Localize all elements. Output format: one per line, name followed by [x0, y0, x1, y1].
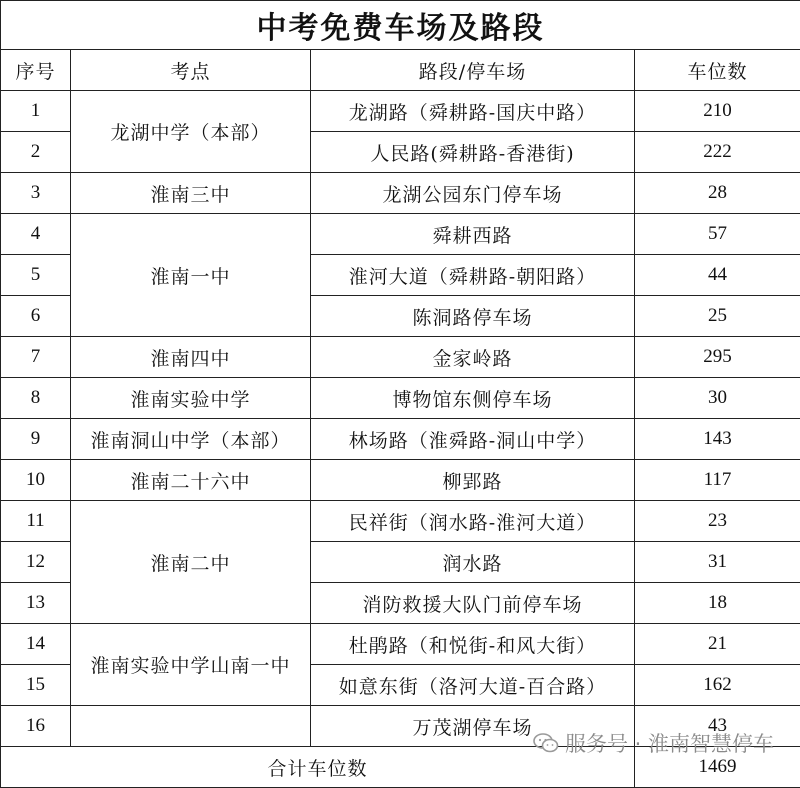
row-exam-site: 淮南二中: [71, 501, 311, 624]
row-spaces: 18: [635, 583, 800, 624]
table-row: [1, 419, 800, 460]
row-location: 万茂湖停车场: [311, 706, 635, 747]
header-location: 路段/停车场: [311, 50, 635, 91]
row-exam-site: 淮南洞山中学（本部）: [71, 419, 311, 460]
table-row: [1, 91, 800, 132]
row-location: 杜鹃路（和悦街-和风大街）: [311, 624, 635, 665]
row-spaces: 28: [635, 173, 800, 214]
row-spaces: 117: [635, 460, 800, 501]
row-exam-site: 淮南实验中学山南一中: [71, 624, 311, 706]
row-index: 2: [1, 132, 71, 173]
table-title-row: [1, 1, 800, 50]
row-exam-site: 淮南实验中学: [71, 378, 311, 419]
wechat-icon: [533, 733, 559, 753]
row-spaces: 23: [635, 501, 800, 542]
row-index: 6: [1, 296, 71, 337]
row-location: 人民路(舜耕路-香港街): [311, 132, 635, 173]
row-location: 金家岭路: [311, 337, 635, 378]
row-exam-site: 淮南四中: [71, 337, 311, 378]
row-index: 10: [1, 460, 71, 501]
row-spaces: 31: [635, 542, 800, 583]
row-location: 龙湖公园东门停车场: [311, 173, 635, 214]
table-row: [1, 214, 800, 255]
row-location: 舜耕西路: [311, 214, 635, 255]
row-spaces: 57: [635, 214, 800, 255]
row-exam-site: 淮南一中: [71, 214, 311, 337]
row-spaces: 25: [635, 296, 800, 337]
row-location: 民祥街（润水路-淮河大道）: [311, 501, 635, 542]
row-spaces: 30: [635, 378, 800, 419]
row-index: 9: [1, 419, 71, 460]
row-location: 林场路（淮舜路-洞山中学）: [311, 419, 635, 460]
header-spaces: 车位数: [635, 50, 800, 91]
row-exam-site: 淮南三中: [71, 173, 311, 214]
table-row: [1, 337, 800, 378]
row-exam-site: 龙湖中学（本部）: [71, 91, 311, 173]
row-index: 13: [1, 583, 71, 624]
row-spaces: 222: [635, 132, 800, 173]
table-row: [1, 460, 800, 501]
row-location: 龙湖路（舜耕路-国庆中路）: [311, 91, 635, 132]
row-index: 11: [1, 501, 71, 542]
header-exam-site: 考点: [71, 50, 311, 91]
watermark: [533, 728, 774, 758]
row-index: 8: [1, 378, 71, 419]
row-spaces: 143: [635, 419, 800, 460]
table-header-row: [1, 50, 800, 91]
row-location: 博物馆东侧停车场: [311, 378, 635, 419]
row-index: 12: [1, 542, 71, 583]
row-location: 如意东街（洛河大道-百合路）: [311, 665, 635, 706]
row-index: 16: [1, 706, 71, 747]
total-label: 合计车位数: [1, 747, 635, 788]
row-spaces: 43: [635, 706, 800, 747]
row-index: 4: [1, 214, 71, 255]
row-spaces: 210: [635, 91, 800, 132]
row-exam-site: [71, 706, 311, 747]
page-title: 中考免费车场及路段: [1, 1, 800, 50]
row-exam-site: 淮南二十六中: [71, 460, 311, 501]
table-row: [1, 501, 800, 542]
table-row: [1, 173, 800, 214]
row-location: 润水路: [311, 542, 635, 583]
row-index: 3: [1, 173, 71, 214]
table-row: [1, 378, 800, 419]
row-index: 5: [1, 255, 71, 296]
row-index: 7: [1, 337, 71, 378]
row-location: 淮河大道（舜耕路-朝阳路）: [311, 255, 635, 296]
row-location: 陈洞路停车场: [311, 296, 635, 337]
row-location: 消防救援大队门前停车场: [311, 583, 635, 624]
row-spaces: 44: [635, 255, 800, 296]
table-row: [1, 624, 800, 665]
row-location: 柳郢路: [311, 460, 635, 501]
row-spaces: 162: [635, 665, 800, 706]
row-index: 15: [1, 665, 71, 706]
row-index: 14: [1, 624, 71, 665]
row-spaces: 21: [635, 624, 800, 665]
header-index: 序号: [1, 50, 71, 91]
row-index: 1: [1, 91, 71, 132]
row-spaces: 295: [635, 337, 800, 378]
total-value: 1469: [635, 747, 800, 788]
watermark-text: 服务号 · 淮南智慧停车: [565, 728, 774, 758]
